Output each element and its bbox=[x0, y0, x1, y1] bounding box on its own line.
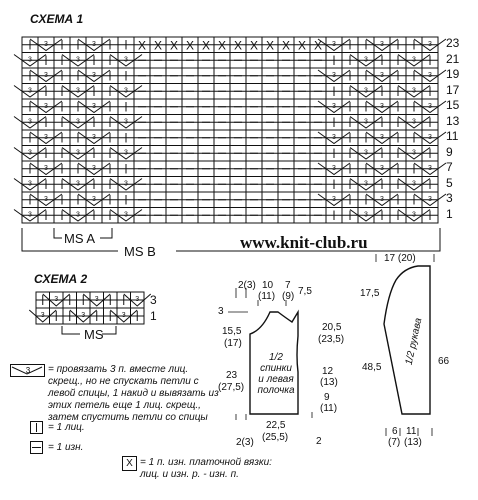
sleeve-dim-6: 6 bbox=[392, 426, 398, 437]
dim-bottom-2: 2 bbox=[316, 436, 322, 447]
sleeve-dim-13: (13) bbox=[404, 437, 422, 448]
sleeve-dim-175: 17,5 bbox=[360, 288, 380, 299]
dec-3-mark: 3 bbox=[380, 195, 384, 203]
piece-label-line3: и левая bbox=[258, 374, 294, 385]
row-number: 23 bbox=[446, 36, 460, 50]
dec-3-mark: 3 bbox=[28, 149, 32, 157]
dec-3-mark: 3 bbox=[364, 56, 368, 64]
row-number: 11 bbox=[446, 129, 459, 143]
sleeve-dim-66: 66 bbox=[438, 356, 450, 367]
dec-3-mark: 3 bbox=[332, 195, 336, 203]
dim-top-11: (11) bbox=[258, 291, 276, 302]
dec-3-mark: 3 bbox=[428, 133, 432, 141]
dec-3-mark: 3 bbox=[124, 149, 128, 157]
dec-3-mark: 3 bbox=[44, 195, 48, 203]
scheme2-row-1: 1 bbox=[150, 309, 157, 323]
dec-3-mark: 3 bbox=[124, 180, 128, 188]
sleeve-dim-top: 17 (20) bbox=[384, 253, 416, 264]
dec-3-mark: 3 bbox=[44, 40, 48, 48]
dec-3-mark: 3 bbox=[76, 149, 80, 157]
dec-3-mark: 3 bbox=[94, 296, 99, 303]
dim-top-left: 2(3) bbox=[238, 280, 256, 291]
x-stitch-mark: X bbox=[281, 38, 291, 53]
x-symbol-icon: X bbox=[122, 456, 137, 471]
dec-3-mark: 3 bbox=[332, 164, 336, 172]
row-number: 21 bbox=[446, 51, 460, 66]
sleeve-dim-7: (7) bbox=[388, 437, 401, 448]
dim-bottom-255: (25,5) bbox=[262, 432, 289, 443]
dim-right-13: (13) bbox=[320, 377, 338, 388]
dec-3-mark: 3 bbox=[92, 164, 96, 172]
dim-right-12: 12 bbox=[322, 366, 334, 377]
dec-3-mark: 3 bbox=[364, 211, 368, 219]
dec-3-mark: 3 bbox=[40, 312, 45, 319]
dec-3-mark: 3 bbox=[28, 211, 32, 219]
dec-3-mark: 3 bbox=[92, 195, 96, 203]
dec-3-mark: 3 bbox=[428, 102, 432, 110]
scheme2-ms-label: MS bbox=[84, 327, 104, 342]
sleeve-outline bbox=[384, 266, 430, 414]
dim-top-7: 7 bbox=[285, 280, 291, 291]
dec-3-mark: 3 bbox=[428, 164, 432, 172]
dim-left-23: 23 bbox=[226, 370, 238, 381]
x-stitch-mark: X bbox=[233, 38, 243, 53]
dec-3-mark: 3 bbox=[124, 211, 128, 219]
dec-3-mark: 3 bbox=[380, 40, 384, 48]
dec-3-mark: 3 bbox=[380, 102, 384, 110]
x-stitch-mark: X bbox=[265, 38, 275, 53]
dim-left-275: (27,5) bbox=[218, 382, 245, 393]
dec-3-mark: 3 bbox=[332, 133, 336, 141]
row-number: 5 bbox=[446, 175, 453, 190]
ms-b-label: MS B bbox=[124, 244, 156, 259]
dec-3-mark: 3 bbox=[412, 149, 416, 157]
dec-3-mark: 3 bbox=[28, 118, 32, 126]
dec-3-mark: 3 bbox=[332, 71, 336, 79]
dec-3-mark: 3 bbox=[28, 87, 32, 95]
x-stitch-mark: X bbox=[137, 38, 147, 53]
dim-right-11: (11) bbox=[320, 403, 338, 414]
row-number: 19 bbox=[446, 67, 460, 81]
dec-3-mark: 3 bbox=[412, 56, 416, 64]
dim-right-205: 20,5 bbox=[322, 322, 342, 333]
legend-knit-text: = 1 лиц. bbox=[48, 422, 85, 433]
dec-3-mark: 3 bbox=[412, 180, 416, 188]
dec-3-mark: 3 bbox=[135, 296, 140, 303]
dec-3-mark: 3 bbox=[54, 296, 59, 303]
dec-3-mark: 3 bbox=[124, 118, 128, 126]
dim-bottom-225: 22,5 bbox=[266, 420, 286, 431]
dim-top-9: (9) bbox=[282, 291, 295, 302]
dec-3-mark: 3 bbox=[121, 312, 126, 319]
dec-3-mark: 3 bbox=[380, 71, 384, 79]
dec-3-mark: 3 bbox=[44, 164, 48, 172]
x-stitch-mark: X bbox=[201, 38, 211, 53]
dim-right-235: (23,5) bbox=[318, 334, 345, 345]
dec-3-mark: 3 bbox=[364, 180, 368, 188]
dim-left-3: 3 bbox=[218, 306, 224, 317]
piece-label-line4: полочка bbox=[257, 385, 295, 396]
sleeve-dim-485: 48,5 bbox=[362, 362, 382, 373]
dec-3-mark: 3 bbox=[76, 180, 80, 188]
dec-3-mark: 3 bbox=[92, 71, 96, 79]
dec-3-mark: 3 bbox=[124, 87, 128, 95]
ms-a-label: MS A bbox=[64, 231, 96, 246]
dec-3-mark: 3 bbox=[44, 102, 48, 110]
row-number: 15 bbox=[446, 98, 460, 112]
dec-3-mark: 3 bbox=[364, 149, 368, 157]
row-number: 13 bbox=[446, 113, 460, 128]
dec-3-mark: 3 bbox=[332, 102, 336, 110]
dec-3-mark: 3 bbox=[76, 211, 80, 219]
dec-3-mark: 3 bbox=[92, 40, 96, 48]
dec-3-mark: 3 bbox=[76, 118, 80, 126]
dim-right-9: 9 bbox=[324, 392, 330, 403]
dec-3-mark: 3 bbox=[428, 40, 432, 48]
x-stitch-mark: X bbox=[185, 38, 195, 53]
website-url: www.knit-club.ru bbox=[240, 233, 368, 252]
dec-3-mark: 3 bbox=[92, 133, 96, 141]
x-stitch-mark: X bbox=[169, 38, 179, 53]
scheme1-title: СХЕМА 1 bbox=[30, 12, 84, 26]
dec-3-mark: 3 bbox=[412, 87, 416, 95]
dec-3-mark: 3 bbox=[380, 133, 384, 141]
dim-left-155: 15,5 bbox=[222, 326, 242, 337]
dec-3-mark: 3 bbox=[428, 195, 432, 203]
legend-x-text: = 1 п. изн. платочной вязки: лиц. и изн. р. - изн. п. bbox=[140, 457, 272, 480]
svg-text:3: 3 bbox=[25, 366, 31, 375]
dec-3-mark: 3 bbox=[380, 164, 384, 172]
scheme2-title: СХЕМА 2 bbox=[34, 272, 88, 286]
row-number: 1 bbox=[446, 206, 453, 221]
sleeve-label: 1/2 рукава bbox=[403, 317, 425, 367]
dim-top-10: 10 bbox=[262, 280, 274, 291]
dec-3-mark: 3 bbox=[364, 87, 368, 95]
x-stitch-mark: X bbox=[217, 38, 227, 53]
dec-3-mark: 3 bbox=[364, 118, 368, 126]
dec-3-mark: 3 bbox=[412, 211, 416, 219]
dec-3-mark: 3 bbox=[28, 56, 32, 64]
dec-3-mark: 3 bbox=[28, 180, 32, 188]
x-stitch-mark: X bbox=[297, 38, 307, 53]
dec-3-mark: 3 bbox=[81, 312, 86, 319]
row-number: 9 bbox=[446, 144, 453, 159]
dec-3-mark: 3 bbox=[44, 133, 48, 141]
dim-bottom-left: 2(3) bbox=[236, 437, 254, 448]
piece-label-line1: 1/2 bbox=[269, 352, 283, 363]
row-number: 3 bbox=[446, 191, 453, 205]
scheme2-row-3: 3 bbox=[150, 293, 157, 307]
dec-3-mark: 3 bbox=[428, 71, 432, 79]
piece-label bbox=[256, 352, 296, 396]
dec-3-mark: 3 bbox=[44, 71, 48, 79]
x-stitch-mark: X bbox=[249, 38, 259, 53]
dec-3-mark: 3 bbox=[76, 87, 80, 95]
legend-dec-text: = провязать 3 п. вместе лиц. скрещ., но не спускать петли с левой спицы, 1 накид и вывязать из этих петель еще 1 лиц. скрещ., затем спустить петли со спицы bbox=[48, 364, 219, 423]
dim-left-17: (17) bbox=[224, 338, 242, 349]
dec-3-mark: 3 bbox=[124, 56, 128, 64]
row-number: 17 bbox=[446, 82, 460, 97]
legend-purl-text: = 1 изн. bbox=[48, 442, 84, 453]
dec-3-mark: 3 bbox=[412, 118, 416, 126]
dec-3-mark: 3 bbox=[332, 40, 336, 48]
row-number: 7 bbox=[446, 160, 453, 174]
x-stitch-mark: X bbox=[313, 38, 323, 53]
piece-label-line2: спинки bbox=[260, 363, 292, 374]
x-stitch-mark: X bbox=[153, 38, 163, 53]
sleeve-dim-11: 11 bbox=[406, 426, 417, 437]
dec-3-mark: 3 bbox=[76, 56, 80, 64]
dec-3-mark: 3 bbox=[92, 102, 96, 110]
dim-top-75: 7,5 bbox=[298, 286, 312, 297]
